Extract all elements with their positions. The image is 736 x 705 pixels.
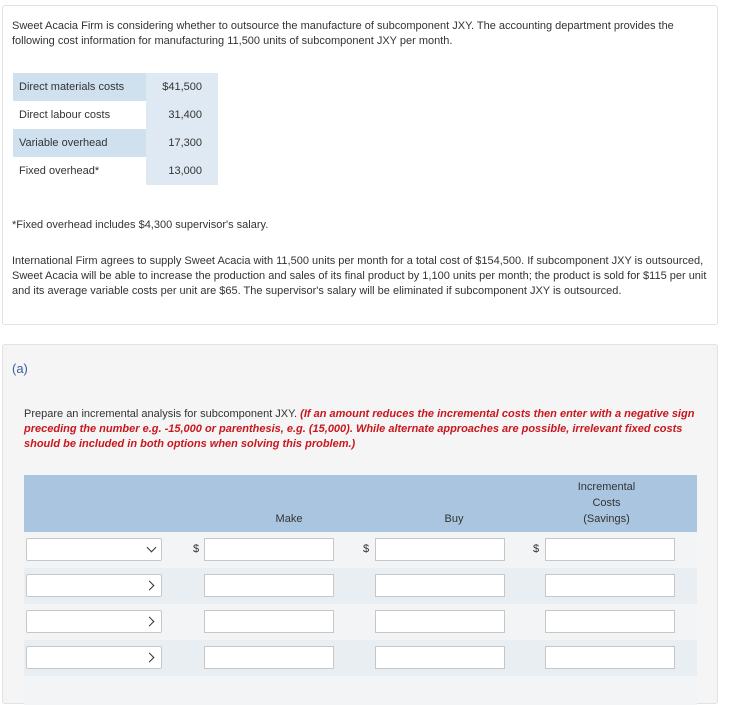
make-input[interactable] <box>204 538 334 561</box>
chevron-right-icon <box>145 581 155 591</box>
item-select[interactable] <box>26 646 162 669</box>
buy-input[interactable] <box>375 538 505 561</box>
cost-label: Direct materials costs <box>13 73 146 101</box>
part-letter: (a) <box>12 361 28 376</box>
footnote: *Fixed overhead includes $4,300 supervisor's salary. <box>12 219 269 231</box>
cost-value: 17,300 <box>146 129 218 157</box>
incremental-input[interactable] <box>545 610 675 633</box>
cost-table <box>13 73 218 185</box>
currency-symbol: $ <box>193 543 200 555</box>
problem-paragraph: International Firm agrees to supply Sweet Acacia with 11,500 units per month for a total cost of $154,500. If subcomponent JXY is outsourced, Sweet Acacia will be able to increase the production and sales of its final product by 1,100 units per month; the product is sold for $115 per unit and its average variable costs per unit are $65. The supervisor's salary will be eliminated if subcomponent JXY is outsourced. <box>12 255 707 297</box>
table-row <box>13 73 218 101</box>
item-select[interactable] <box>26 574 162 597</box>
problem-intro: Sweet Acacia Firm is considering whether to outsource the manufacture of subcomponent JXY. The accounting department provides the following cost information for manufacturing 11,500 units of subcomponent JXY per month. <box>12 20 674 47</box>
table-row <box>24 568 697 604</box>
chevron-right-icon <box>145 617 155 627</box>
table-row <box>24 532 697 568</box>
grid-header <box>24 475 697 532</box>
header-incremental-line: Costs <box>592 497 621 509</box>
currency-symbol: $ <box>363 543 370 555</box>
chevron-down-icon <box>147 543 157 553</box>
header-make: Make <box>275 513 303 525</box>
problem-card <box>2 5 718 325</box>
cost-label: Direct labour costs <box>13 101 146 129</box>
cost-value: 31,400 <box>146 101 218 129</box>
table-row <box>24 640 697 676</box>
header-buy: Buy <box>444 513 464 525</box>
incremental-input[interactable] <box>545 646 675 669</box>
incremental-input[interactable] <box>545 538 675 561</box>
incremental-input[interactable] <box>545 574 675 597</box>
currency-symbol: $ <box>533 543 540 555</box>
header-incremental-line: Incremental <box>577 481 636 493</box>
cost-label: Fixed overhead* <box>13 157 146 185</box>
header-incremental <box>554 479 659 527</box>
incremental-analysis-grid <box>24 475 697 705</box>
item-select[interactable] <box>26 610 162 633</box>
item-select[interactable] <box>26 538 162 561</box>
instructions-note: (If an amount reduces the incremental costs then enter with a negative sign preceding the number e.g. -15,000 or parenthesis, e.g. (15,000). While alternate approaches are possible, irrelevant fixed costs should be included in both options when solving this problem.) <box>24 408 695 450</box>
buy-input[interactable] <box>375 610 505 633</box>
cost-value: 13,000 <box>146 157 218 185</box>
table-row <box>13 101 218 129</box>
instructions <box>24 407 704 452</box>
table-row <box>24 676 697 705</box>
make-input[interactable] <box>204 646 334 669</box>
table-row <box>24 604 697 640</box>
instructions-plain: Prepare an incremental analysis for subcomponent JXY. <box>24 408 301 420</box>
make-input[interactable] <box>204 574 334 597</box>
buy-input[interactable] <box>375 574 505 597</box>
make-input[interactable] <box>204 610 334 633</box>
buy-input[interactable] <box>375 646 505 669</box>
chevron-right-icon <box>145 653 155 663</box>
header-incremental-line: (Savings) <box>583 513 630 525</box>
table-row <box>13 157 218 185</box>
cost-label: Variable overhead <box>13 129 146 157</box>
table-row <box>13 129 218 157</box>
part-a-card <box>2 344 718 704</box>
cost-value: $41,500 <box>146 73 218 101</box>
